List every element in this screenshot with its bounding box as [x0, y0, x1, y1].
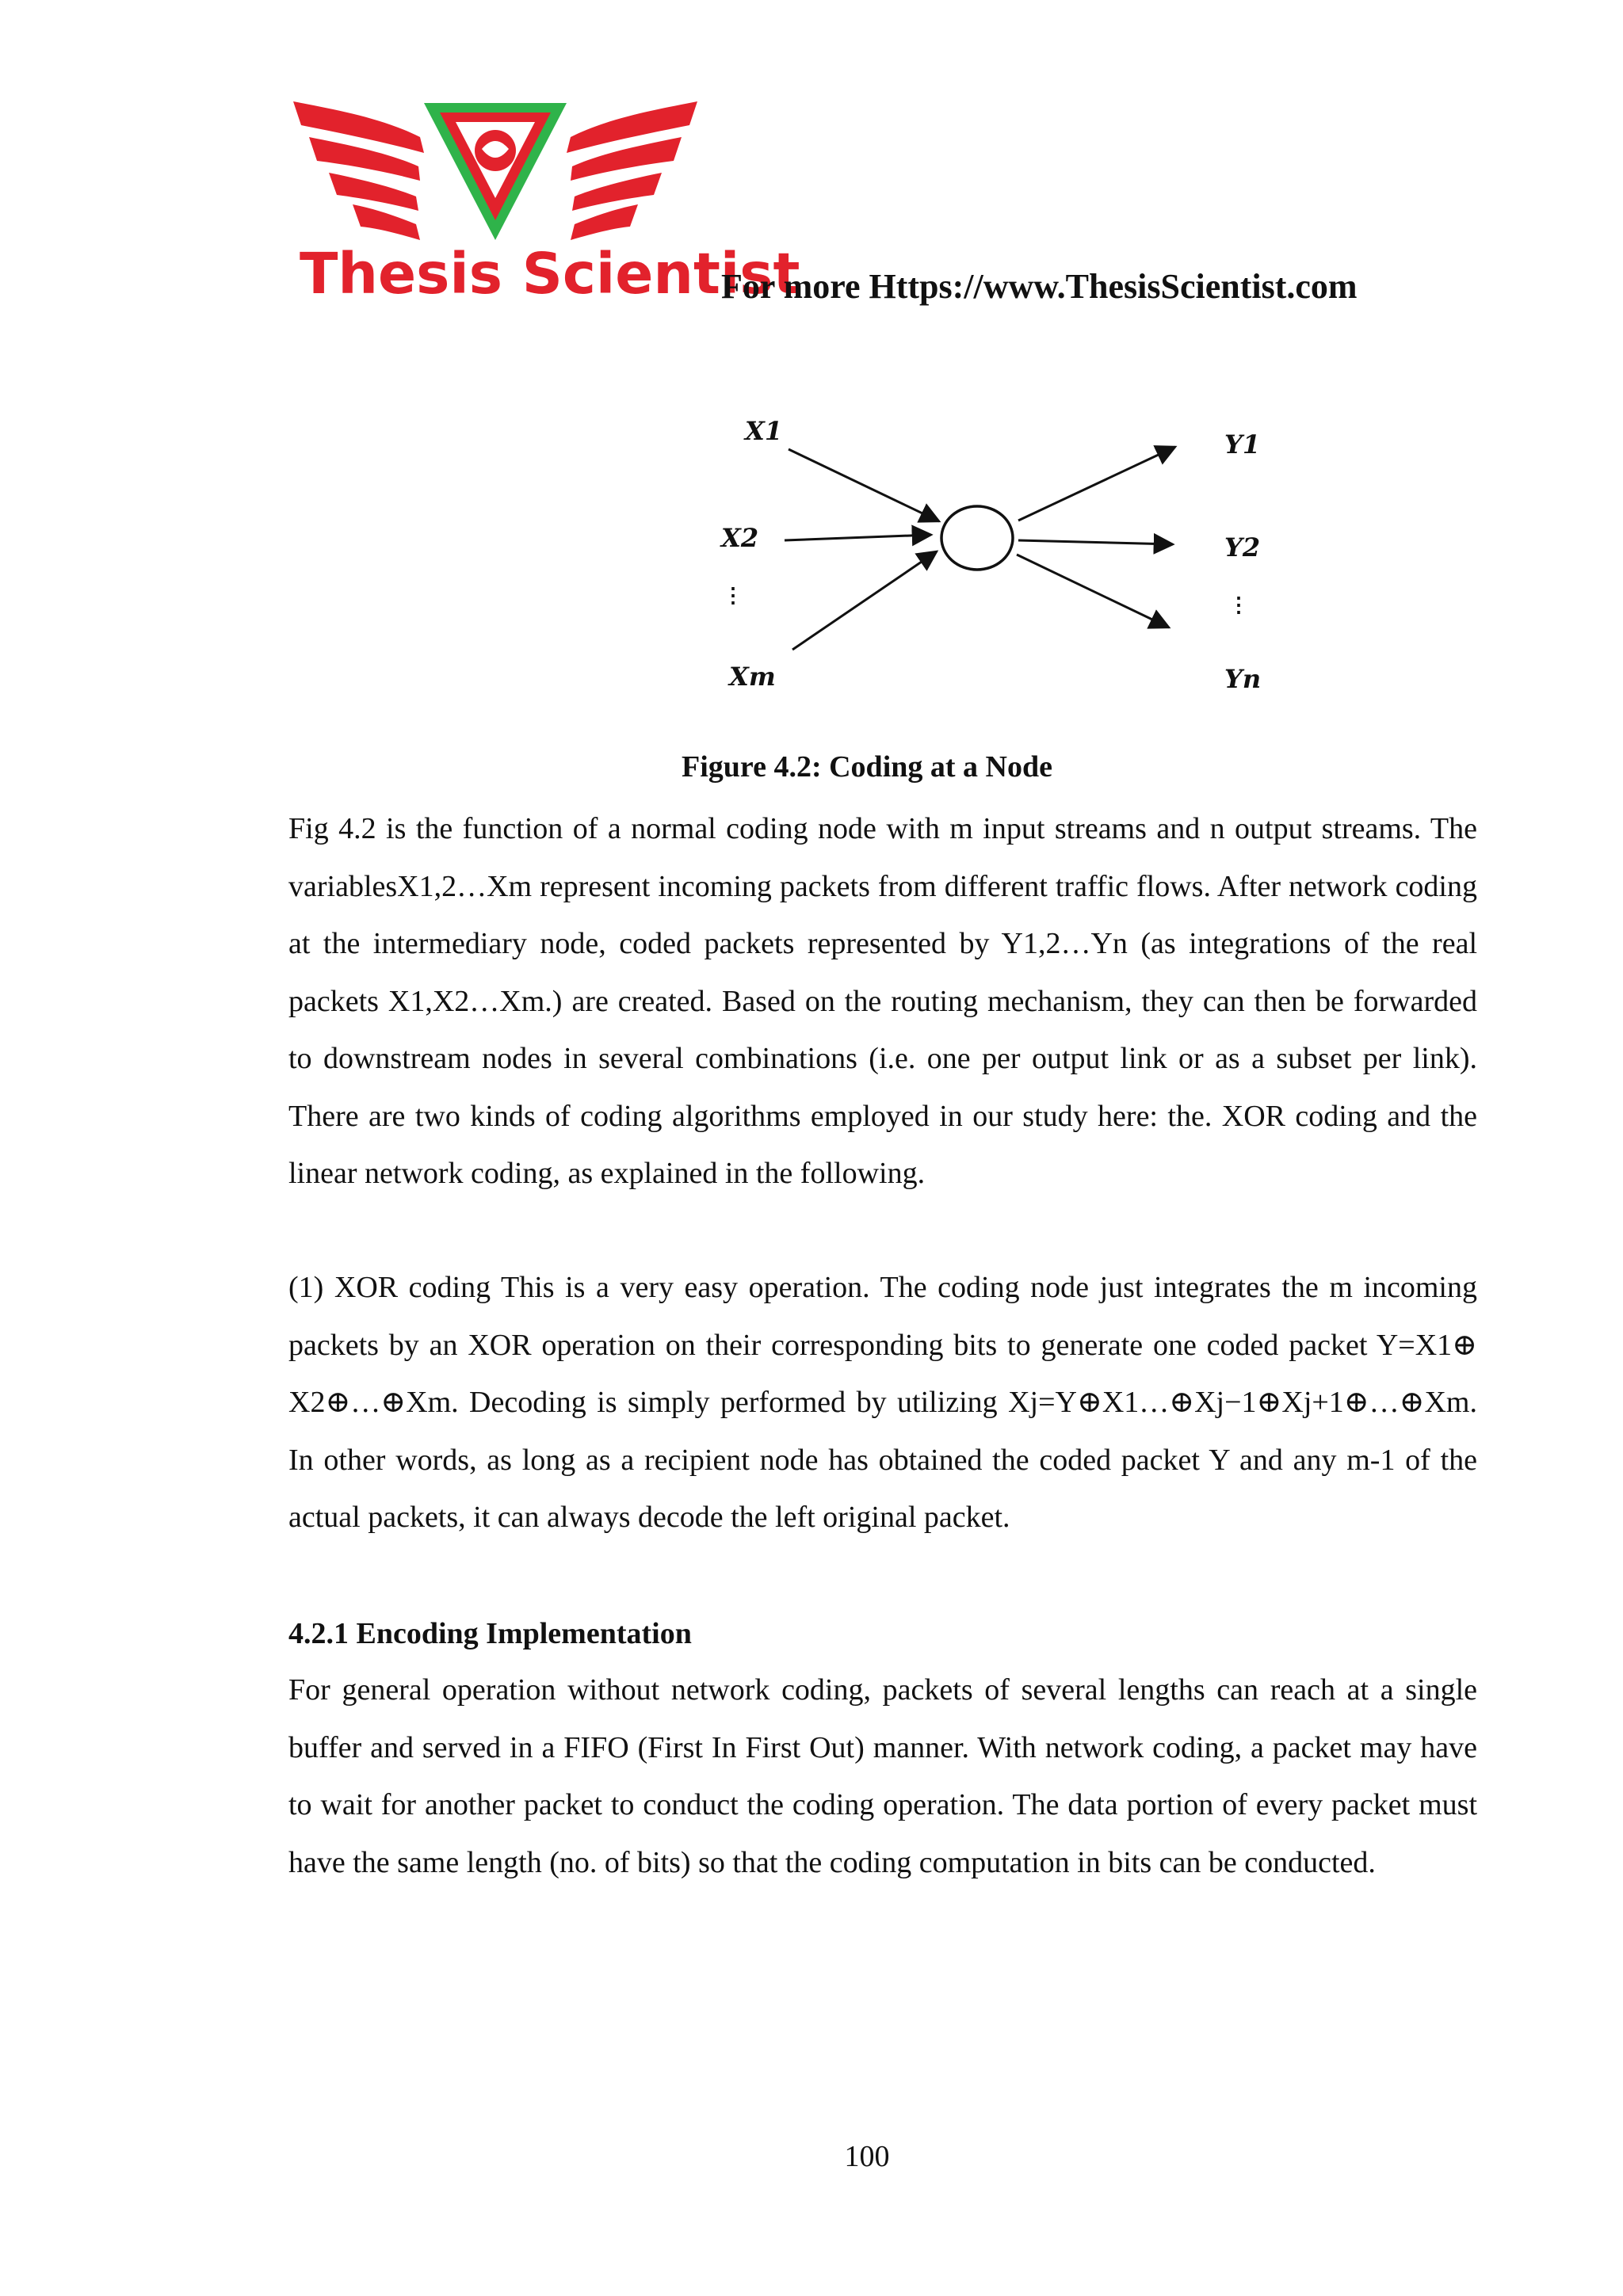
coding-node-diagram: [705, 404, 1276, 713]
section-paragraph: For general operation without network coding, packets of several lengths can reach at a single buffer and served in a FIFO (First In First Out) manner. With network coding, a packet may have to wait for another packet to conduct the coding operation. The data portion of every packet must have the same length (no. of bits) so that the coding computation in bits can be conducted.: [288, 1673, 1477, 1879]
triangle-emblem-icon: [424, 103, 567, 240]
left-wing-icon: [293, 101, 424, 240]
output-label-y2: Y2: [1224, 532, 1261, 563]
output-ellipsis: ⋮: [1228, 593, 1249, 617]
input-arrow-m: [792, 551, 937, 650]
page-number: 100: [844, 2140, 890, 2173]
input-label-x1: X1: [745, 416, 783, 446]
logo-text: Thesis Scientist: [300, 241, 800, 307]
output-arrow-n: [1017, 555, 1169, 627]
input-label-xm: Xm: [729, 662, 776, 692]
output-label-yn: Yn: [1224, 664, 1262, 694]
figure-caption: Figure 4.2: Coding at a Node: [682, 750, 1052, 784]
input-arrow-1: [789, 449, 939, 521]
body-paragraph-1: Fig 4.2 is the function of a normal coding node with m input streams and n output streams. The variablesX1,2…Xm represent incoming packets from different traffic flows. After network coding at the intermediary node, coded packets represented by Y1,2…Yn (as integrations of the real packets X1,X2…Xm.) are created. Based on the routing mechanism, they can then be forwarded to downstream nodes in several combinations (i.e. one per output link or as a subset per link). There are two kinds of coding algorithms employed in our study here: the. XOR coding and the linear network coding, as explained in the following.: [288, 812, 1477, 1190]
section-heading: 4.2.1 Encoding Implementation: [288, 1617, 692, 1650]
coding-node: [941, 506, 1013, 570]
output-label-y1: Y1: [1224, 429, 1261, 460]
output-arrow-2: [1018, 540, 1173, 544]
body-paragraph-2: (1) XOR coding This is a very easy operation. The coding node just integrates the m incoming packets by an XOR operation on their corresponding bits to generate one coded packet Y=X1⊕ X2⊕…⊕Xm. Decoding is simply performed by utilizing Xj=Y⊕X1…⊕Xj−1⊕Xj+1⊕…⊕Xm. In other words, as long as a recipient node has obtained the coded packet Y and any m-1 of the actual packets, it can always decode the left original packet.: [288, 1271, 1477, 1534]
website-link[interactable]: For more Https://www.ThesisScientist.com: [721, 267, 1358, 306]
output-arrow-1: [1018, 447, 1175, 521]
right-wing-icon: [567, 101, 697, 240]
input-label-x2: X2: [721, 523, 759, 553]
input-ellipsis: ⋮: [723, 584, 743, 608]
input-arrow-2: [785, 535, 931, 540]
